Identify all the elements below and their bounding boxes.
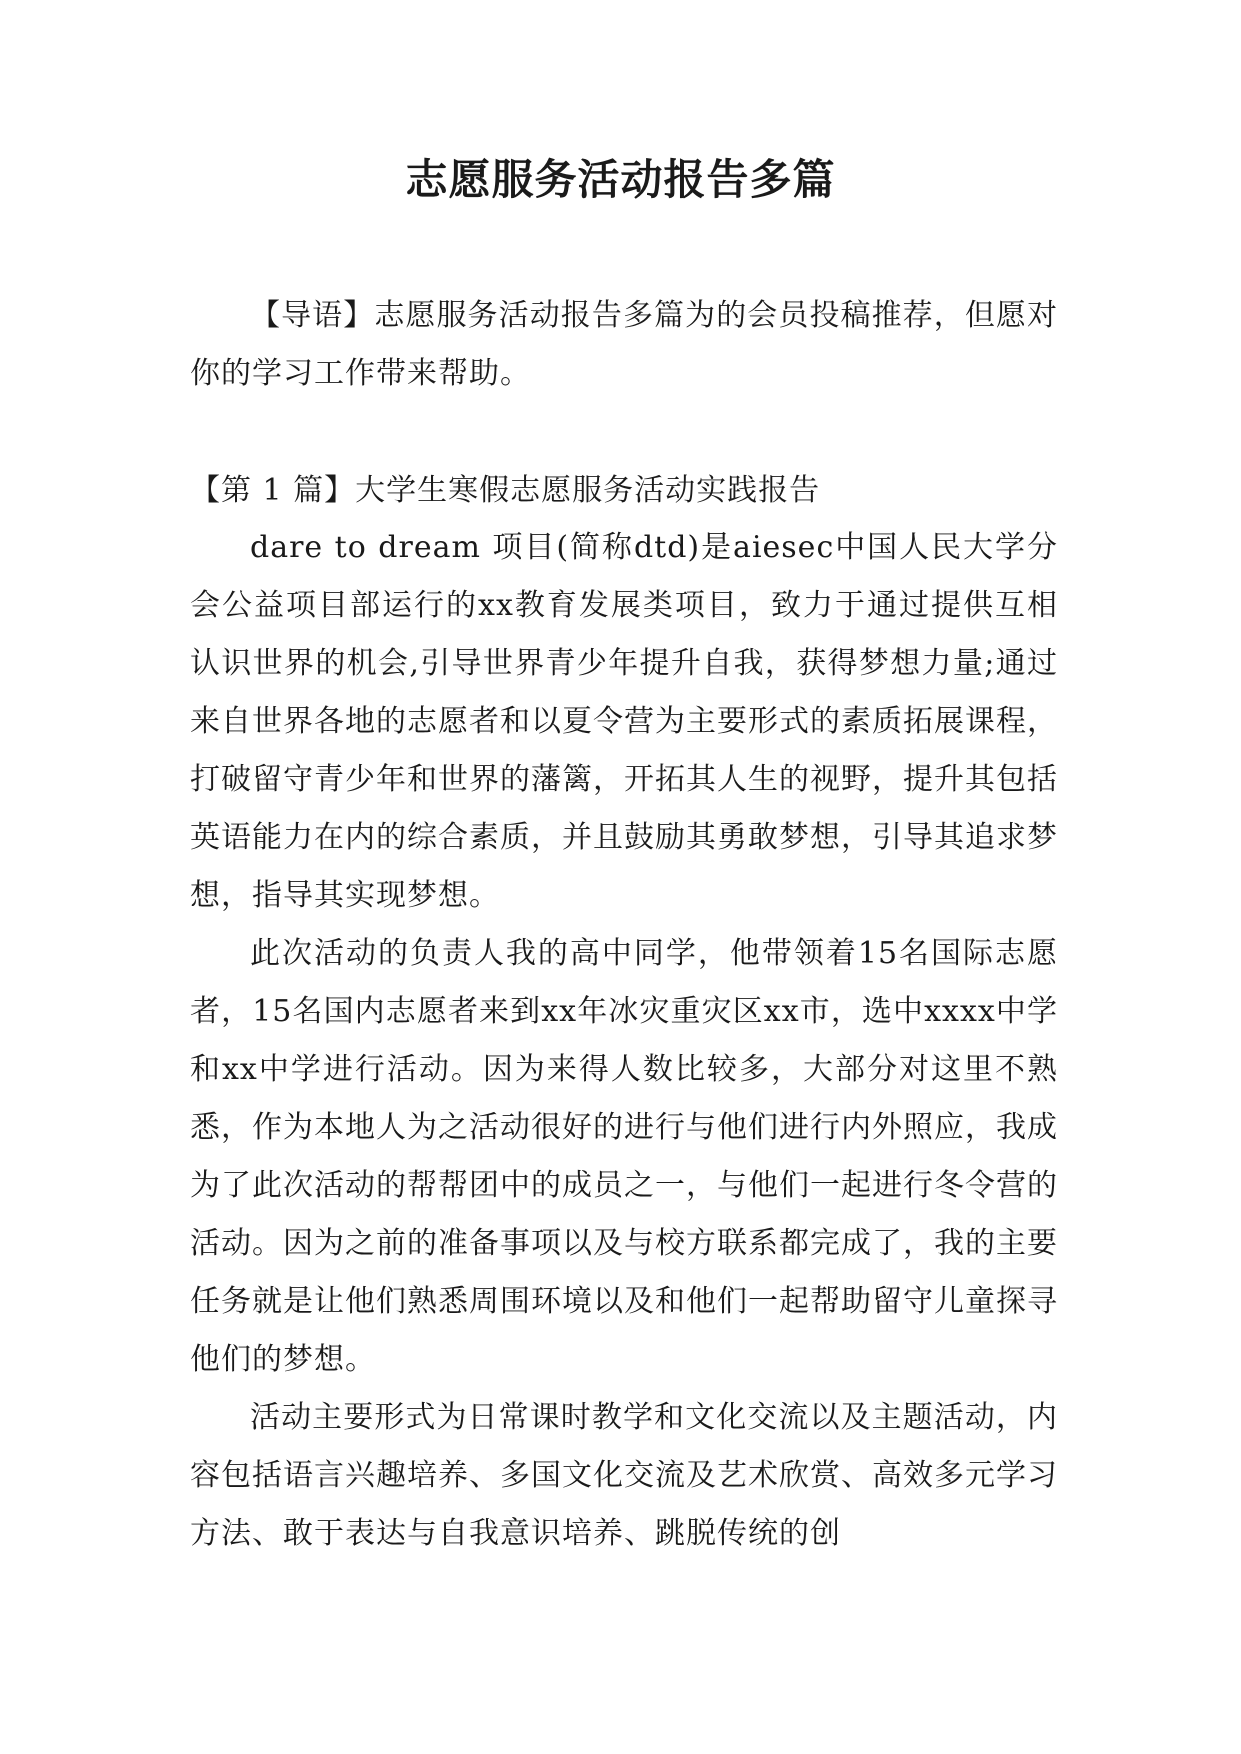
document-title: 志愿服务活动报告多篇 [405, 155, 836, 204]
article-body [190, 519, 1058, 1563]
body-paragraph-1: dare to dream 项目(简称dtd)是aiesec中国人民大学分会公益项目部运行的xx教育发展类项目，致力于通过提供互相认识世界的机会,引导世界青少年提升自我，获得梦想力量;通过来自世界各地的志愿者和以夏令营为主要形式的素质拓展课程，打破留守青少年和世界的藩篱，开拓其人生的视野，提升其包括英语能力在内的综合素质，并且鼓励其勇敢梦想，引导其追求梦想，指导其实现梦想。 [190, 530, 1058, 913]
body-paragraph-3: 活动主要形式为日常课时教学和文化交流以及主题活动，内容包括语言兴趣培养、多国文化交流及艺术欣赏、高效多元学习方法、敢于表达与自我意识培养、跳脱传统的创 [190, 1400, 1058, 1551]
body-paragraph-2: 此次活动的负责人我的高中同学，他带领着15名国际志愿者，15名国内志愿者来到xx年冰灾重灾区xx市，选中xxxx中学和xx中学进行活动。因为来得人数比较多，大部分对这里不熟悉，作为本地人为之活动很好的进行与他们进行内外照应，我成为了此次活动的帮帮团中的成员之一，与他们一起进行冬令营的活动。因为之前的准备事项以及与校方联系都完成了，我的主要任务就是让他们熟悉周围环境以及和他们一起帮助留守儿童探寻他们的梦想。 [190, 936, 1058, 1377]
section-heading-block [190, 462, 1058, 520]
intro-paragraph: 【导语】志愿服务活动报告多篇为的会员投稿推荐，但愿对你的学习工作带来帮助。 [190, 298, 1058, 391]
intro-block [190, 287, 1058, 403]
section-heading: 【第 1 篇】大学生寒假志愿服务活动实践报告 [190, 473, 821, 508]
